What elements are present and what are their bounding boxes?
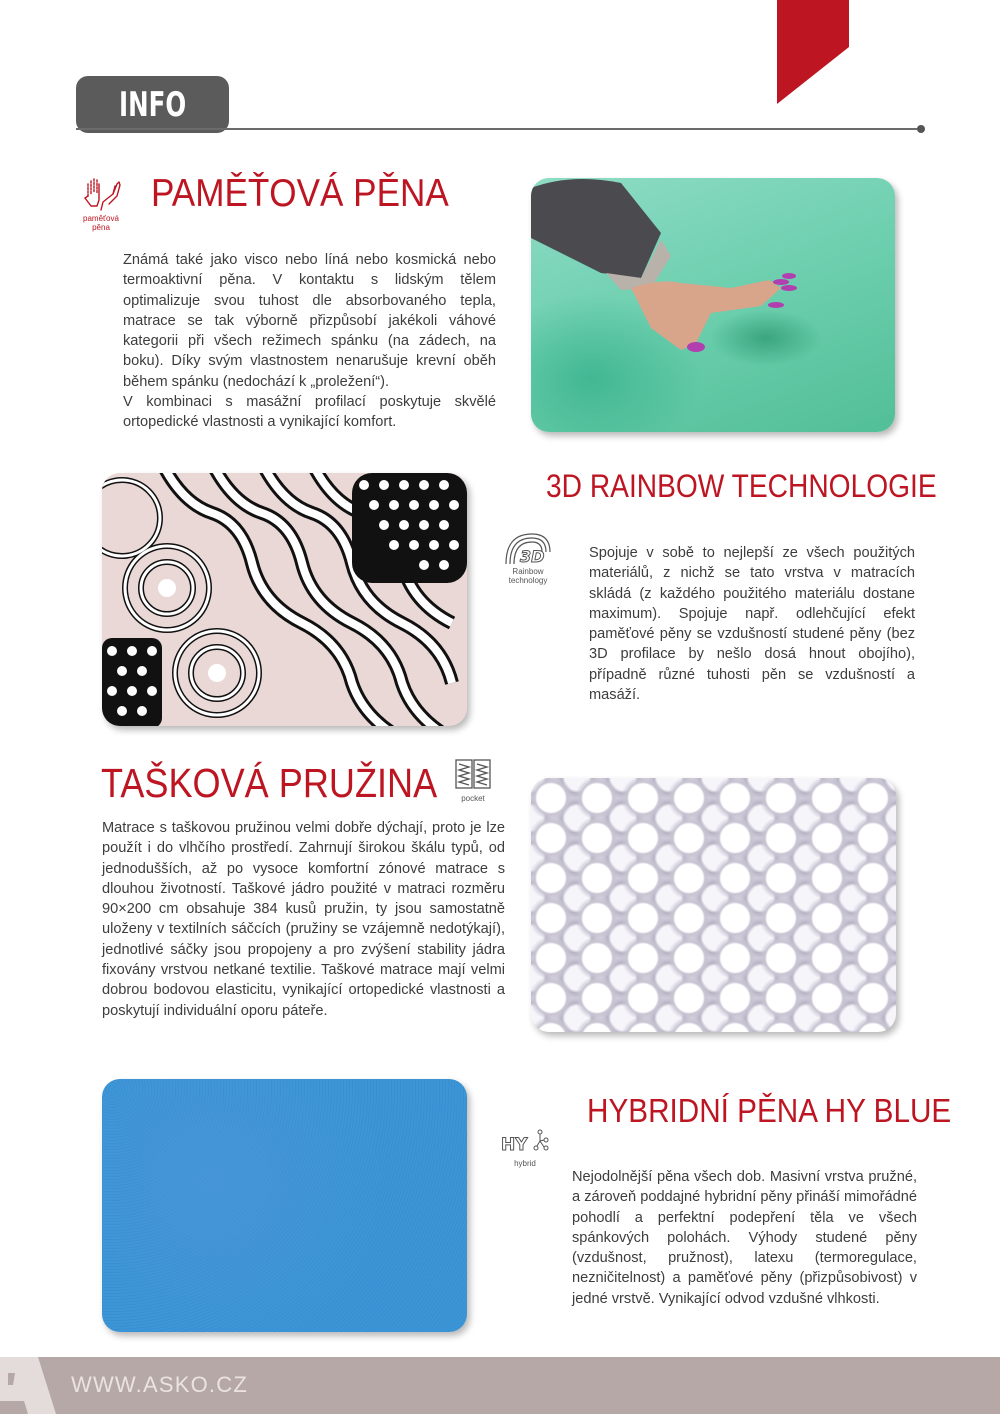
3d-rainbow-badge-label-1: Rainbow bbox=[512, 567, 544, 576]
memory-foam-paragraph-1: Známá také jako visco nebo líná nebo kosmická nebo termoaktivní pěna. V kontaktu s lidským tělem optimalizuje svou tuhost dle absorbovaného tepla, matrace se tak výborně přizpůsobí jakékoli váhové kategorii při všech režimech spánku (na zádech, na boku). Díky svým vlastnostem nenarušuje krevní oběh během spánku (nedochází k „proležení“). bbox=[123, 252, 496, 390]
info-tab-label: INFO bbox=[118, 84, 187, 125]
section-title-memory-foam: PAMĚŤOVÁ PĚNA bbox=[151, 172, 449, 215]
3d-rainbow-photo bbox=[102, 473, 467, 726]
3d-rainbow-icon bbox=[502, 530, 554, 566]
3d-rainbow-badge bbox=[502, 530, 554, 585]
memory-foam-badge-label-2: pěna bbox=[92, 223, 110, 232]
asko-logo-icon bbox=[0, 1357, 56, 1414]
hybrid-foam-paragraph-1: Nejodolnější pěna všech dob. Masivní vrstva pružné, a zároveň poddajné hybridní pěny přináší mimořádné pohodlí a perfektní podepření těla ve všech spánkových polohách. Výhody studené pěny (vzdušnost, pružnost), latexu (termoregulace, nezničitelnost) a paměťové pěny (přizpůsobivost) v jedné vrstvě. Vynikající odvod vzdušné vlhkosti. bbox=[572, 1169, 917, 1307]
3d-rainbow-badge-label-2: technology bbox=[508, 576, 548, 585]
pocket-spring-photo bbox=[531, 778, 896, 1032]
info-tab bbox=[76, 76, 229, 133]
footer-website-link[interactable]: WWW.ASKO.CZ bbox=[71, 1372, 248, 1397]
hybrid-icon bbox=[500, 1128, 550, 1154]
pocket-spring-icon bbox=[454, 758, 492, 790]
memory-foam-description bbox=[123, 250, 496, 433]
pocket-spring-badge bbox=[452, 758, 494, 803]
memory-foam-photo bbox=[531, 178, 895, 432]
pocket-spring-badge-label: pocket bbox=[461, 794, 485, 803]
hybrid-foam-description bbox=[572, 1167, 917, 1309]
svg-text:HY: HY bbox=[501, 1135, 528, 1154]
footer-bar bbox=[0, 1357, 1000, 1414]
pocket-spring-description bbox=[102, 818, 505, 1021]
section-title-hybrid-foam: HYBRIDNÍ PĚNA HY BLUE bbox=[587, 1092, 952, 1129]
hand-on-foam-illustration bbox=[531, 178, 895, 432]
3d-rainbow-description bbox=[589, 543, 915, 705]
section-title-pocket-spring: TAŠKOVÁ PRUŽINA bbox=[101, 760, 438, 806]
hybrid-badge-label: hybrid bbox=[514, 1159, 536, 1168]
section-title-3d-rainbow: 3D RAINBOW TECHNOLOGIE bbox=[546, 468, 937, 504]
svg-text:3D: 3D bbox=[520, 547, 545, 566]
memory-foam-badge-label-1: paměťová bbox=[83, 214, 119, 223]
memory-foam-paragraph-2: V kombinaci s masážní profilací poskytuje skvělé ortopedické vlastnosti a vynikající komfort. bbox=[123, 394, 496, 431]
3d-profile-pattern-illustration bbox=[102, 473, 467, 726]
hybrid-badge bbox=[500, 1128, 550, 1168]
hybrid-foam-photo bbox=[102, 1079, 467, 1332]
memory-foam-badge bbox=[80, 176, 122, 232]
3d-rainbow-paragraph-1: Spojuje v sobě to nejlepší ze všech použitých materiálů, z nichž se tato vrstva v matracích skládá (z každého použitého materiálu dostane maximum). Spojuje např. odlehčující efekt paměťové pěny se vzdušností studené pěny (bez 3D profilace by nešlo dosá hnout obojího), případně různé tuhosti pěn se vzdušností a masáží. bbox=[589, 545, 915, 704]
pocket-spring-paragraph-1: Matrace s taškovou pružinou velmi dobře dýchají, proto je lze použít i do vlhčího prostředí. Zahrnují širokou škálu typů, od jednodušších, až po vysoce komfortní zónové matrace s dlouhou životností. Taškové jádro použité v matraci rozměru 90×200 cm obsahuje 384 kusů pružin, ty jsou samostatně uloženy v textilních sáčcích (pružiny se vzájemně nedotýkají), jednotlivé sáčky jsou propojeny a pro zvýšení stability jádra fixovány vrstvou netkané textilie. Taškové matrace mají velmi dobrou bodovou elasticitu, vynikající ortopedické vlastnosti a poskytují individuální oporu páteře. bbox=[102, 820, 505, 1019]
corner-flag-decoration bbox=[777, 0, 849, 104]
header-divider bbox=[76, 128, 920, 130]
header-divider-dot bbox=[917, 125, 925, 133]
hands-icon bbox=[79, 176, 123, 212]
